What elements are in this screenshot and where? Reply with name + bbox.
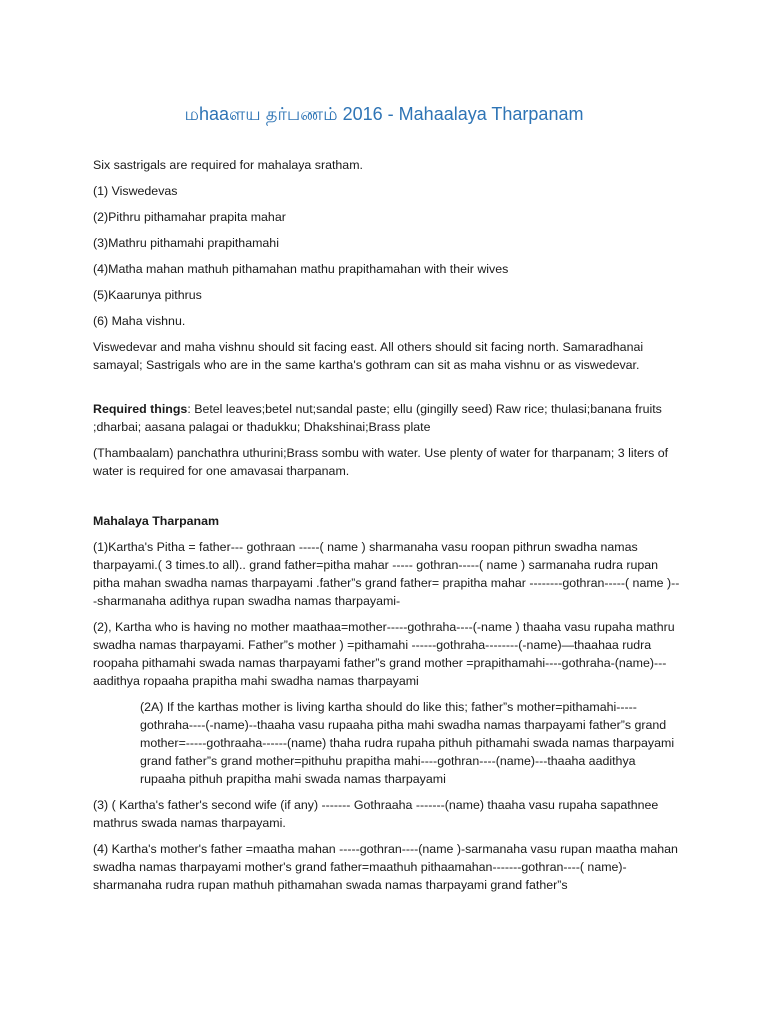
list-item: (3)Mathru pithamahi prapithamahi [93,236,279,250]
required-things [93,400,683,436]
list-item: (2)Pithru pithamahar prapita mahar [93,210,286,224]
paragraph: (4) Kartha's mother's father =maatha mahan -----gothran----(name )-sarmanaha vasu rupan maatha mahan swadha namas tharpayami mother's grand father=maathuh pithaamahan-------gothran----( name)-sharmanaha rudra rupan mathuh pithamahan swada namas tharpayami grand father”s [93,842,678,892]
list-item: (5)Kaarunya pithrus [93,288,202,302]
list-item: (6) Maha vishnu. [93,314,186,328]
section-heading-text: Mahalaya Tharpanam [93,514,220,528]
section-heading [93,512,683,530]
seating-text: Viswedevar and maha vishnu should sit facing east. All others should sit facing north. Samaradhanai samayal; Sastrigals who are in the same kartha's gothram can sit as maha vishnu or as viswedevar. [93,340,644,372]
list-item: (1) Viswedevas [93,184,178,198]
paragraph: (1)Kartha's Pitha = father--- gothraan -----( name ) sharmanaha vasu roopan pithrun swadha namas tharpayami.( 3 times.to all).. grand father=pitha mahar ----- gothran-----( name ) sarmanaha rudra rupan pitha mahan swadha namas tharpayami .father”s grand father= prapitha mahar --------gothran-----( name )---sharmanaha adithya rupan swadha namas tharpayami- [93,540,680,608]
paragraph-indented: (2A) If the karthas mother is living kartha should do like this; father”s mother=pithamahi-----gothraha----(-name)--thaaha vasu rupaaha pitha mahi swadha namas tharpayami father”s grand mother=-----gothraaha------(name) thaha rudra rupaha pithuh pithamahi swada namas tharpayami grand father”s grand mother=pithuhu prapitha mahi----gothran----(name)---thaaha aadithya rupaaha pithuh prapitha mahi swada namas tharpayami [140,700,675,786]
spacer [93,488,683,512]
required-text: : Betel leaves;betel nut;sandal paste; ellu (gingilly seed) Raw rice; thulasi;banana fruits ;dharbai; aasana palagai or thadukku; Dhakshinai;Brass plate [93,402,662,434]
required-things-continued: (Thambaalam) panchathra uthurini;Brass sombu with water. Use plenty of water for tharpanam; 3 liters of water is required for one amavasai tharpanam. [93,446,669,478]
required-label: Required things [93,402,188,416]
intro-text: Six sastrigals are required for mahalaya sratham. [93,158,363,172]
paragraph: (2), Kartha who is having no mother maathaa=mother-----gothraha----(-name ) thaaha vasu rupaha mathru swadha namas tharpayami. Father”s mother ) =pithamahi ------gothraha--------(-name)—thaahaa rudra roopaha pithamahi swada namas tharpayami father”s grand mother =prapithamahi----gothraha-(name)---aadithya ropaaha prapitha mahi swadha namas tharpayami [93,620,675,688]
document-body [93,156,683,902]
list-item: (4)Matha mahan mathuh pithamahan mathu prapithamahan with their wives [93,262,509,276]
spacer [93,382,683,400]
paragraph: (3) ( Kartha's father's second wife (if any) ------- Gothraaha -------(name) thaaha vasu rupaha sapathnee mathrus swada namas tharpayami. [93,798,659,830]
document-title: மhaaளய தர்பணம் 2016 - Mahaalaya Tharpanam [184,104,584,124]
